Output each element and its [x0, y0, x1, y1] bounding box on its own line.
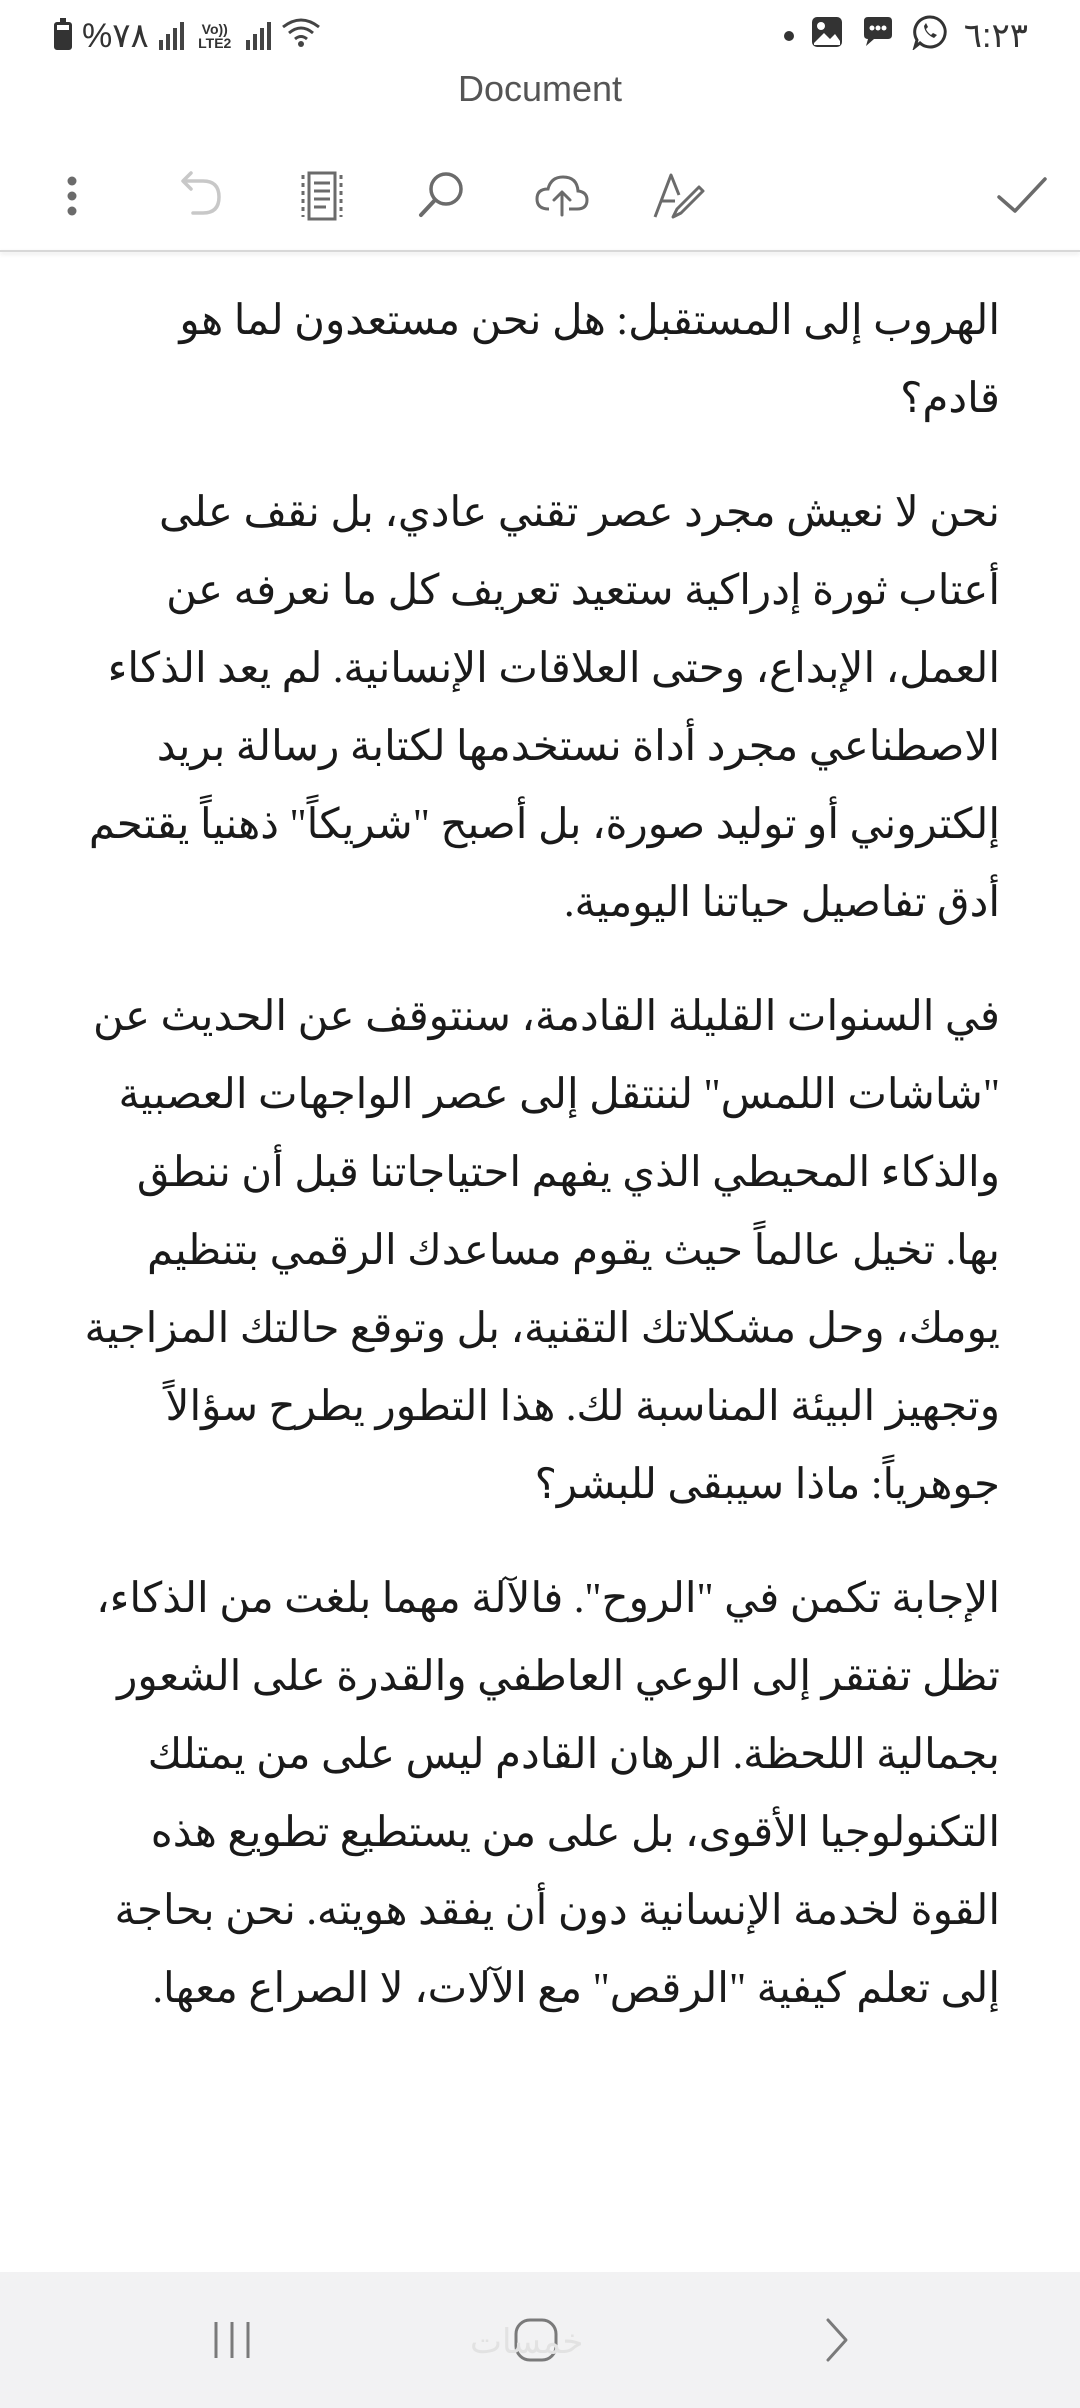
toolbar: [0, 140, 1080, 252]
back-button[interactable]: [766, 2272, 906, 2408]
message-notification-icon: [860, 15, 896, 58]
signal-strength-icon: [159, 22, 184, 50]
notification-dot-icon: [784, 31, 794, 41]
edit-text-icon: [649, 167, 707, 225]
cloud-upload-icon: [533, 167, 591, 225]
status-left-group: [54, 14, 321, 58]
document-heading[interactable]: الهروب إلى المستقبل: هل نحن مستعدون لما هو قادم؟: [179, 298, 1000, 422]
undo-button[interactable]: [152, 140, 248, 252]
document-paragraph-2[interactable]: في السنوات القليلة القادمة، سنتوقف عن الحديث عن "شاشات اللمس" لننتقل إلى عصر الواجهات العصبية والذكاء المحيطي الذي يفهم احتياجاتنا قبل أن ننطق بها. تخيل عالماً حيث يقوم مساعدك الرقمي بتنظيم يومك، وحل مشكلاتك التقنية، بل وتوقع حالتك المزاجية وتجهيز البيئة المناسبة لك. هذا التطور يطرح سؤالاً جوهرياً: ماذا سيبقى للبشر؟: [84, 994, 1000, 1508]
document-view[interactable]: [0, 252, 1080, 2272]
done-button[interactable]: [974, 140, 1070, 252]
search-button[interactable]: [394, 140, 490, 252]
search-icon: [413, 167, 471, 225]
more-options-button[interactable]: [24, 140, 120, 252]
whatsapp-notification-icon: [912, 14, 948, 59]
document-title: Document: [457, 68, 623, 109]
undo-icon: [171, 167, 229, 225]
status-right-group: [784, 14, 1028, 58]
edit-text-button[interactable]: [630, 140, 726, 252]
wifi-icon: [281, 15, 321, 58]
watermark: خمسات: [470, 2322, 584, 2362]
more-vertical-icon: [43, 167, 101, 225]
document-body[interactable]: [80, 282, 1000, 2064]
battery-percent: %٧٨: [82, 17, 149, 55]
clock-time: ٦:٢٣: [963, 17, 1028, 55]
document-paragraph-3[interactable]: الإجابة تكمن في "الروح". فالآلة مهما بلغت من الذكاء، تظل تفتقر إلى الوعي العاطفي والقدرة على الشعور بجمالية اللحظة. الرهان القادم ليس على من يمتلك التكنولوجيا الأقوى، بل على من يستطيع تطويع هذه القوة لخدمة الإنسانية دون أن يفقد هويته. نحن بحاجة إلى تعلم كيفية "الرقص" مع الآلات، لا الصراع معها.: [96, 1576, 1000, 2012]
status-bar: [0, 0, 1080, 72]
recents-button[interactable]: [162, 2272, 302, 2408]
back-icon: [808, 2312, 864, 2368]
gallery-notification-icon: [810, 15, 844, 58]
network-type-label: Vo)) LTE2: [198, 21, 232, 51]
document-paragraph-1[interactable]: نحن لا نعيش مجرد عصر تقني عادي، بل نقف على أعتاب ثورة إدراكية ستعيد تعريف كل ما نعرفه عن العمل، الإبداع، وحتى العلاقات الإنسانية. لم يعد الذكاء الاصطناعي مجرد أداة نستخدمها لكتابة رسالة بريد إلكتروني أو توليد صورة، بل أصبح "شريكاً" ذهنياً يقتحم أدق تفاصيل حياتنا اليومية.: [88, 490, 1000, 926]
recents-icon: [204, 2312, 260, 2368]
page-view-icon: [293, 167, 351, 225]
cloud-upload-button[interactable]: [514, 140, 610, 252]
page-view-button[interactable]: [274, 140, 370, 252]
checkmark-icon: [993, 167, 1051, 225]
signal-strength-2-icon: [246, 22, 271, 50]
battery-icon: [54, 22, 72, 50]
